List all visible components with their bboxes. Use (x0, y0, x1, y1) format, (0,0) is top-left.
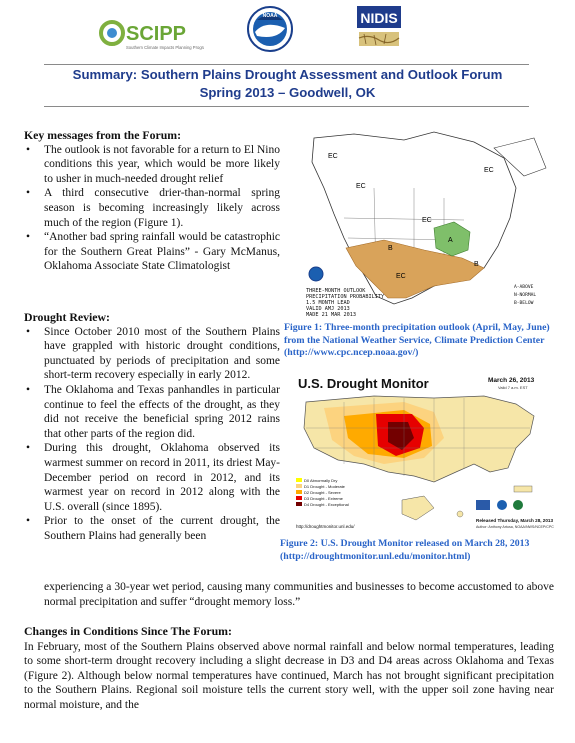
scipp-tagline: Southern Climate Impacts Planning Program (126, 45, 204, 50)
map-label: B (474, 261, 479, 268)
list-item: • Since October 2010 most of the Southern Plains have grappled with historic drought conditions, punctuated by periods of precipitation and some short-term recovery especially in early 2012. (24, 325, 280, 383)
ndmc-logo-small (513, 500, 523, 510)
puerto-rico-inset (514, 486, 532, 492)
map-label: A (448, 237, 453, 244)
bottom-rule (44, 106, 529, 107)
outlook-line: PRECIPITATION PROBABILITY (306, 294, 385, 300)
figure2-caption (280, 538, 562, 563)
changes-section (24, 624, 554, 713)
page-title (40, 66, 535, 102)
map-label: EC (356, 183, 366, 190)
legend-swatch-d0 (296, 478, 302, 482)
drought-review-continuation (24, 580, 554, 609)
drought-monitor-author: Author: Anthony Artusa, NOAA/NWS/NCEP/CPC (476, 525, 554, 529)
drought-review-heading: Drought Review: (24, 310, 110, 324)
continuation-text: experiencing a 30-year wet period, causing many communities and businesses to become accustomed to above normal precipitation and suffer “drought memory loss.” (44, 581, 554, 608)
legend-line: B-BELOW (514, 301, 534, 306)
usda-logo (476, 500, 490, 510)
figure1-caption: Figure 1: Three-month precipitation outlook (April, May, June) from the National Weather Service, Climate Prediction Center (http://www.cpc.ncep.noaa.gov/) (284, 322, 550, 358)
noaa-seal-icon (309, 267, 323, 281)
changes-heading: Changes in Conditions Since The Forum: (24, 624, 232, 638)
legend-line: A-ABOVE (514, 285, 534, 290)
legend-item: D3 Drought - Extreme (304, 496, 343, 501)
hawaii-inset (457, 511, 463, 517)
top-rule (44, 64, 529, 65)
nidis-logo (354, 4, 404, 50)
outlook-text-block (306, 288, 385, 318)
drought-monitor-released: Released Thursday, March 28, 2013 (476, 518, 554, 523)
drought-monitor-date: March 26, 2013 (488, 377, 535, 384)
drought-review-list (24, 325, 280, 544)
scipp-logo-text: SCIPP (126, 23, 187, 45)
key-messages-section (24, 128, 280, 274)
figure2-caption-line1: Figure 2: U.S. Drought Monitor released on March 28, 2013 (280, 538, 530, 549)
legend-item: D1 Drought - Moderate (304, 484, 345, 489)
title-line1: Summary: Southern Plains Drought Assessment and Outlook Forum (72, 67, 503, 82)
list-item: • A third consecutive drier-than-normal spring season is becoming increasingly likely across much of the region (Figure 1). (24, 186, 280, 230)
legend-item: D2 Drought - Severe (304, 490, 341, 495)
list-item: • The outlook is not favorable for a return to El Nino conditions this year, which would be more likely to usher in much-needed drought relief (24, 143, 280, 187)
list-item: • The Oklahoma and Texas panhandles in particular continue to feel the effects of the drought, as they did not receive the beneficial spring 2012 rains that other parts of the region did. (24, 383, 280, 441)
legend-swatch-d4 (296, 502, 302, 506)
outlook-line: MADE 21 MAR 2013 (306, 312, 356, 318)
nidis-logo-text: NIDIS (360, 10, 398, 26)
noaa-logo-text: NOAA (262, 13, 278, 19)
noaa-logo-small (497, 500, 507, 510)
map-label: EC (484, 167, 494, 174)
map-label: EC (422, 217, 432, 224)
outlook-line: VALID AMJ 2013 (306, 306, 350, 312)
key-messages-heading: Key messages from the Forum: (24, 128, 182, 142)
list-item: • Prior to the onset of the current drought, the Southern Plains had generally been (24, 514, 280, 543)
map-label: B (388, 245, 393, 252)
outlook-line: THREE-MONTH OUTLOOK (306, 288, 366, 294)
drought-monitor-valid: Valid 7 a.m. EST (498, 385, 528, 390)
figure2-drought-monitor (284, 368, 562, 538)
legend-swatch-d3 (296, 496, 302, 500)
legend-item: D0 Abnormally Dry (304, 478, 338, 483)
drought-monitor-title: U.S. Drought Monitor (298, 376, 429, 391)
list-item: • “Another bad spring rainfall would be catastrophic for the Southern Great Plains” - Gary McManus, Oklahoma Associate State Climatologist (24, 230, 280, 274)
list-item: • During this drought, Oklahoma observed its warmest summer on record in 2011, its driest May-December period on record in 2012, and its warmest year on record in 2012 along with the U.S. overall (since 1895). (24, 441, 280, 514)
outlook-legend (514, 284, 536, 306)
legend-line: N-NORMAL (514, 293, 537, 298)
figure1-outlook-map (284, 128, 566, 322)
key-messages-list (24, 143, 280, 274)
legend-swatch-d2 (296, 490, 302, 494)
legend-swatch-d1 (296, 484, 302, 488)
outlook-line: 1.5 MONTH LEAD (306, 300, 350, 306)
map-label: EC (396, 273, 406, 280)
scipp-logo (98, 14, 204, 54)
alaska-inset (402, 496, 434, 520)
changes-paragraph: In February, most of the Southern Plains observed above normal rainfall and below normal temperatures, leading to some short-term drought recovery including a slight decrease in D3 and D4 areas across Oklahoma and Texas (Figure 2). Although below normal temperatures have continued, March has not brought significant precipitation to the Southern Plains. Regional soil moisture tells the current story well, with the upper soil zone having near normal moisture, and the (24, 640, 554, 711)
drought-legend (296, 478, 349, 507)
noaa-logo (247, 6, 293, 52)
figure2-caption-line2: (http://droughtmonitor.unl.edu/monitor.html) (280, 550, 471, 562)
drought-monitor-url: http://droughtmonitor.unl.edu/ (296, 524, 355, 529)
map-label: EC (328, 153, 338, 160)
drought-review-section (24, 310, 280, 544)
legend-item: D4 Drought - Exceptional (304, 502, 349, 507)
title-line2: Spring 2013 – Goodwell, OK (199, 85, 376, 100)
